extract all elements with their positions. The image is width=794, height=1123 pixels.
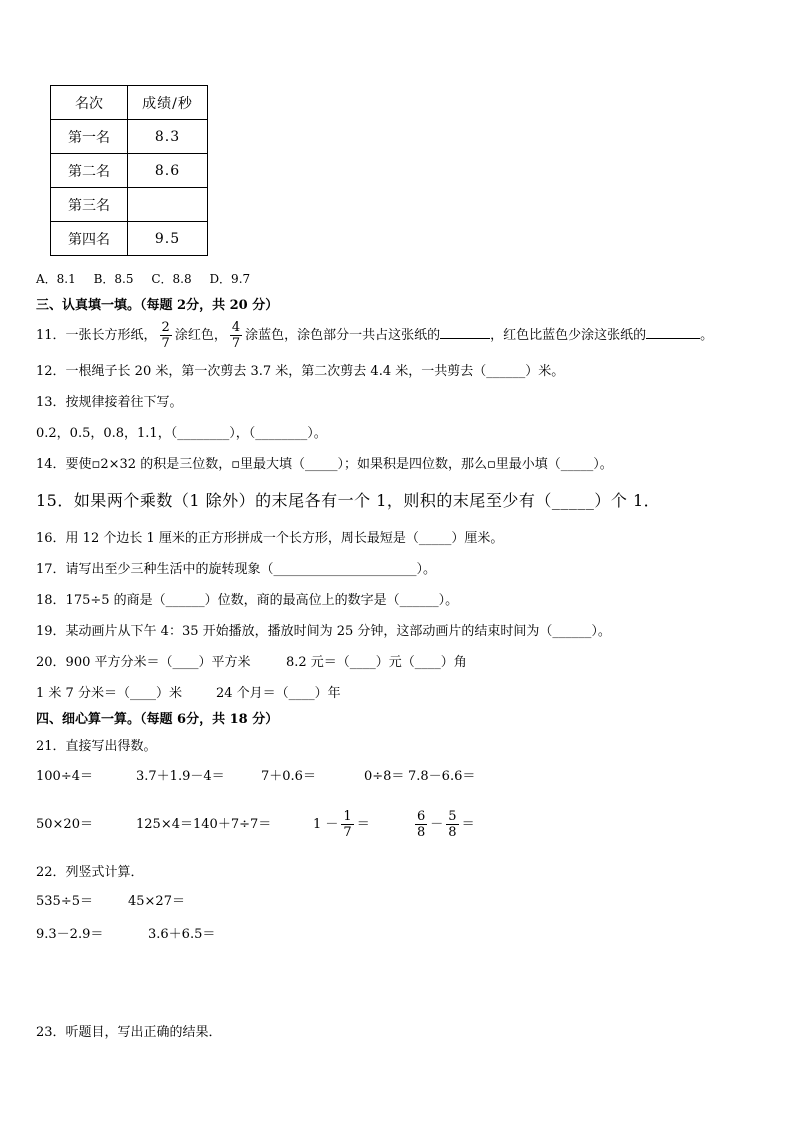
question-16: 16．用 12 个边长 1 厘米的正方形拼成一个长方形，周长最短是（_____）厘米。 [36,531,504,546]
answer-options [36,270,250,288]
fraction-four-sevenths: $\frac{4}{7}$ [231,320,241,351]
table-row [51,154,208,188]
q11-mid3: ，红色比蓝色少涂这张纸的 [490,328,647,343]
q11-mid2: 涂蓝色，涂色部分一共占这张纸的 [245,328,441,343]
q22-expr: 535÷5＝ [36,894,93,909]
rank-cell: 第一名 [51,120,128,154]
option-b[interactable]: B．8.5 [93,272,134,286]
table-row [51,120,208,154]
question-13-sequence: 0.2，0.5，0.8，1.1，（________），（________）。 [36,426,327,441]
section-three-heading: 三、认真填一填。（每题 2分，共 20 分） [36,298,279,313]
header-cell-score: 成绩/秒 [128,86,208,120]
q21-expr: 3.7＋1.9－4＝ [136,769,225,784]
question-20-part2: 8.2 元＝（____）元（____）角 [286,655,467,670]
question-22-title: 22．列竖式计算． [36,865,144,880]
question-15: 15．如果两个乘数（1 除外）的末尾各有一个 1，则积的末尾至少有（_____）个 1． [36,491,661,510]
q21-fraction-expr: 1 － $\frac{1}{7}$ ＝ [313,809,370,840]
question-13: 13．按规律接着往下写。 [36,395,183,410]
q21-fraction-expr: $\frac{6}{8}$ － $\frac{5}{8}$ ＝ [417,809,475,840]
question-12: 12．一根绳子长 20 米，第一次剪去 3.7 米，第二次剪去 4.4 米，一共剪去（______）米。 [36,364,565,379]
question-14: 14．要使▫2×32 的积是三位数，▫里最大填（_____）；如果积是四位数，那么▫里最小填（_____）。 [36,457,613,472]
score-table [50,85,208,256]
q11-end: 。 [700,328,714,343]
question-20-part3: 1 米 7 分米＝（____）米 [36,686,182,701]
q21-expr: 100÷4＝ [36,769,93,784]
fraction-one-seventh: $\frac{1}{7}$ [343,809,352,840]
q21-expr: 50×20＝ [36,817,93,832]
question-11 [36,318,713,354]
question-23: 23．听题目，写出正确的结果． [36,1025,222,1040]
section-four-heading: 四、细心算一算。（每题 6分，共 18 分） [36,712,279,727]
fraction-five-eighths: $\frac{5}{8}$ [448,809,457,840]
header-cell-rank: 名次 [51,86,128,120]
rank-cell: 第三名 [51,188,128,222]
answer-blank[interactable] [646,326,700,339]
q21-expr: 140＋7÷7＝ [193,817,272,832]
q11-prefix: 11．一张长方形纸， [36,328,157,343]
q21-expr: 7＋0.6＝ [261,769,316,784]
question-18: 18．175÷5 的商是（______）位数，商的最高位上的数字是（______）。 [36,593,459,608]
table-header-row [51,86,208,120]
q22-expr: 9.3－2.9＝ [36,927,104,942]
option-c[interactable]: C．8.8 [151,272,192,286]
fraction-two-sevenths: $\frac{2}{7}$ [161,320,170,351]
option-d[interactable]: D．9.7 [209,272,251,286]
q11-mid1: 涂红色， [174,328,227,343]
q22-expr: 3.6＋6.5＝ [148,927,216,942]
score-cell: 9.5 [128,222,208,256]
table-row [51,188,208,222]
q21-expr: 125×4＝ [136,817,193,832]
score-cell: 8.6 [128,154,208,188]
q21-expr: 7.8－6.6＝ [408,769,476,784]
rank-cell: 第四名 [51,222,128,256]
question-20-part4: 24 个月＝（____）年 [216,686,341,701]
question-17: 17．请写出至少三种生活中的旋转现象（______________________）。 [36,562,437,577]
question-19: 19．某动画片从下午 4：35 开始播放，播放时间为 25 分钟，这部动画片的结束时间为（______）。 [36,624,611,639]
score-cell: 8.3 [128,120,208,154]
option-a[interactable]: A．8.1 [36,272,76,286]
rank-cell: 第二名 [51,154,128,188]
table-row [51,222,208,256]
answer-blank[interactable] [440,326,490,339]
question-20-part1: 20．900 平方分米＝（____）平方米 [36,655,251,670]
fraction-six-eighths: $\frac{6}{8}$ [417,809,426,840]
question-21-title: 21．直接写出得数。 [36,739,157,754]
score-cell [128,188,208,222]
q21-expr: 0÷8＝ [364,769,405,784]
q22-expr: 45×27＝ [128,894,185,909]
